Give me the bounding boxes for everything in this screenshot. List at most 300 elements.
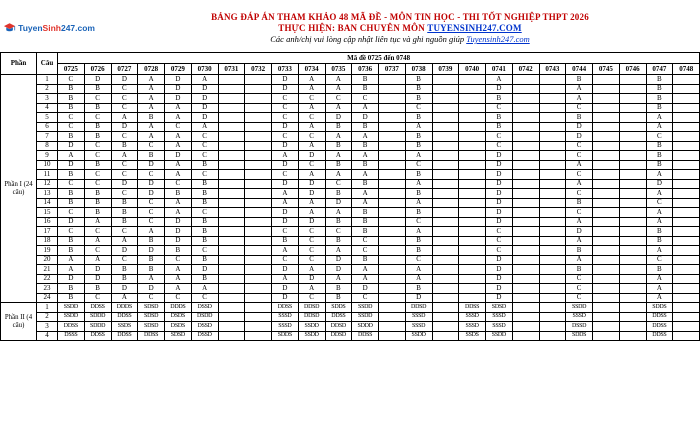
answer-cell: D [165, 75, 192, 85]
answer-cell [218, 312, 245, 322]
answer-cell: B [84, 208, 111, 218]
answer-cell: A [298, 265, 325, 275]
exam-code-header: 0748 [673, 64, 700, 75]
answer-cell [539, 75, 566, 85]
answer-cell: C [298, 113, 325, 123]
answer-cell [512, 303, 539, 313]
answer-cell: C [138, 293, 165, 303]
answer-cell [245, 179, 272, 189]
answer-cell [459, 103, 486, 113]
answer-cell: B [352, 160, 379, 170]
answer-cell [539, 208, 566, 218]
answer-cell: C [646, 255, 673, 265]
answer-cell: A [646, 284, 673, 294]
answer-cell [218, 331, 245, 341]
answer-cell [593, 84, 620, 94]
answer-cell: SSSD [459, 312, 486, 322]
answer-cell: A [646, 246, 673, 256]
answer-cell: DDDS [165, 303, 192, 313]
answer-cell: B [352, 84, 379, 94]
answer-cell [512, 132, 539, 142]
answer-cell: C [646, 198, 673, 208]
source-link[interactable]: Tuyensinh247.com [466, 34, 530, 44]
table-row [1, 312, 700, 322]
answer-cell: C [111, 160, 138, 170]
answer-cell [593, 236, 620, 246]
answer-cell [218, 255, 245, 265]
answer-cell: A [566, 217, 593, 227]
answer-cell [619, 132, 646, 142]
answer-cell: A [646, 293, 673, 303]
answer-cell: DSDD [191, 312, 218, 322]
answer-cell [512, 141, 539, 151]
answer-cell: C [405, 255, 432, 265]
answer-cell [432, 322, 459, 332]
answer-cell: A [352, 170, 379, 180]
answer-cell [432, 189, 459, 199]
answer-cell: A [84, 255, 111, 265]
answer-cell: D [272, 141, 299, 151]
question-number: 23 [37, 284, 58, 294]
answer-cell [619, 84, 646, 94]
answer-cell: C [138, 198, 165, 208]
answer-cell: B [405, 113, 432, 123]
answer-cell [539, 103, 566, 113]
answer-cell: D [486, 198, 513, 208]
answer-cell: A [111, 293, 138, 303]
site-logo [3, 20, 95, 36]
answer-cell: D [298, 151, 325, 161]
answer-cell: C [191, 208, 218, 218]
answer-cell: D [486, 179, 513, 189]
answer-cell [379, 312, 406, 322]
answer-cell: B [111, 217, 138, 227]
answer-cell: D [58, 141, 85, 151]
answer-cell [432, 84, 459, 94]
answer-cell [619, 246, 646, 256]
answer-cell [379, 170, 406, 180]
question-number: 12 [37, 179, 58, 189]
answer-cell: A [138, 274, 165, 284]
answer-cell [379, 217, 406, 227]
table-row [1, 160, 700, 170]
answer-cell [593, 189, 620, 199]
answer-cell [673, 322, 700, 332]
answer-cell: A [138, 94, 165, 104]
answer-cell: B [138, 151, 165, 161]
answer-cell [379, 141, 406, 151]
answer-cell [593, 132, 620, 142]
answer-cell: DDSS [325, 312, 352, 322]
answer-cell [459, 141, 486, 151]
answer-cell [459, 227, 486, 237]
answer-cell: A [191, 284, 218, 294]
answer-cell: D [272, 160, 299, 170]
answer-cell: C [486, 236, 513, 246]
answer-cell: SSDD [298, 322, 325, 332]
answer-cell: C [272, 103, 299, 113]
answer-cell [218, 274, 245, 284]
answer-cell [673, 293, 700, 303]
answer-cell [218, 265, 245, 275]
answer-cell [593, 322, 620, 332]
answer-cell [673, 170, 700, 180]
table-row [1, 103, 700, 113]
answer-cell: A [298, 122, 325, 132]
answer-cell: B [646, 103, 673, 113]
answer-cell: B [191, 255, 218, 265]
table-row [1, 265, 700, 275]
exam-code-header: 0744 [566, 64, 593, 75]
answer-cell: DSSS [58, 331, 85, 341]
answer-cell: C [566, 293, 593, 303]
answer-cell: A [352, 198, 379, 208]
answer-cell: D [486, 293, 513, 303]
answer-cell: B [58, 236, 85, 246]
answer-cell [539, 122, 566, 132]
answer-cell: D [325, 255, 352, 265]
answer-cell: A [111, 113, 138, 123]
answer-cell: A [405, 198, 432, 208]
table-row [1, 94, 700, 104]
answer-cell [459, 274, 486, 284]
exam-code-header: 0728 [138, 64, 165, 75]
answer-cell: C [566, 141, 593, 151]
answer-cell [218, 293, 245, 303]
answer-cell [619, 303, 646, 313]
table-row [1, 198, 700, 208]
answer-cell: B [138, 113, 165, 123]
answer-cell [432, 132, 459, 142]
answer-cell: A [352, 189, 379, 199]
answer-cell: C [191, 293, 218, 303]
answer-cell: D [486, 208, 513, 218]
answer-cell: B [405, 84, 432, 94]
answer-cell: D [165, 236, 192, 246]
answer-cell: A [352, 274, 379, 284]
answer-cell [432, 208, 459, 218]
answer-cell: SSSD [486, 312, 513, 322]
answer-cell: C [191, 170, 218, 180]
answer-cell: C [272, 132, 299, 142]
answer-cell [218, 189, 245, 199]
question-number: 4 [37, 331, 58, 341]
answer-cell [619, 255, 646, 265]
answer-cell [379, 303, 406, 313]
answer-cell [379, 94, 406, 104]
answer-cell [245, 103, 272, 113]
answer-cell: B [111, 198, 138, 208]
answer-cell [673, 284, 700, 294]
answer-cell: A [111, 151, 138, 161]
answer-cell [245, 322, 272, 332]
answer-cell: B [352, 179, 379, 189]
answer-cell [539, 303, 566, 313]
exam-code-header: 0736 [352, 64, 379, 75]
question-number: 11 [37, 170, 58, 180]
answer-cell: SDDD [84, 322, 111, 332]
answer-cell [245, 151, 272, 161]
answer-cell: C [191, 151, 218, 161]
question-number: 6 [37, 122, 58, 132]
answer-cell [673, 246, 700, 256]
answer-cell [539, 141, 566, 151]
answer-cell: D [58, 160, 85, 170]
answer-cell [512, 284, 539, 294]
answer-cell [245, 274, 272, 284]
answer-cell [512, 170, 539, 180]
answer-cell: D [566, 227, 593, 237]
answer-cell [432, 227, 459, 237]
answer-cell: DSSD [191, 322, 218, 332]
answer-cell [432, 217, 459, 227]
answer-cell [539, 113, 566, 123]
answer-cell: DDSS [272, 303, 299, 313]
answer-cell [379, 331, 406, 341]
answer-cell [619, 274, 646, 284]
answer-cell [619, 151, 646, 161]
answer-cell [539, 312, 566, 322]
answer-cell: DDSS [646, 312, 673, 322]
answer-cell [539, 293, 566, 303]
part-label: Phần II (4 câu) [1, 303, 37, 341]
answer-cell [619, 217, 646, 227]
answer-cell [432, 284, 459, 294]
answer-cell: D [272, 284, 299, 294]
answer-cell: B [165, 189, 192, 199]
answer-cell: B [111, 141, 138, 151]
answer-cell: C [58, 113, 85, 123]
answer-cell: A [405, 151, 432, 161]
answer-cell [459, 255, 486, 265]
answer-cell: A [405, 265, 432, 275]
answer-cell [379, 274, 406, 284]
answer-cell: D [138, 189, 165, 199]
answer-cell [459, 293, 486, 303]
answer-cell [593, 170, 620, 180]
answer-cell: C [84, 293, 111, 303]
answer-cell: C [138, 170, 165, 180]
answer-cell: C [405, 217, 432, 227]
answer-cell: SSSD [272, 312, 299, 322]
question-number: 22 [37, 274, 58, 284]
answer-cell [512, 122, 539, 132]
answer-cell: A [325, 246, 352, 256]
answer-cell: A [325, 75, 352, 85]
answer-cell [432, 255, 459, 265]
answer-cell: B [58, 284, 85, 294]
answer-cell [432, 246, 459, 256]
exam-code-header: 0739 [432, 64, 459, 75]
answer-cell: A [646, 208, 673, 218]
cau-header: Câu [37, 53, 58, 75]
answer-cell: C [84, 246, 111, 256]
answer-cell: A [405, 227, 432, 237]
answer-cell: B [405, 132, 432, 142]
answer-cell [673, 265, 700, 275]
answer-cell: D [272, 217, 299, 227]
answer-cell [539, 94, 566, 104]
answer-cell [459, 75, 486, 85]
answer-cell: D [486, 255, 513, 265]
answer-cell: DSDS [165, 322, 192, 332]
answer-cell: SSDD [566, 303, 593, 313]
answer-cell: D [272, 265, 299, 275]
answer-cell: C [84, 141, 111, 151]
question-number: 3 [37, 94, 58, 104]
answer-cell [512, 265, 539, 275]
answer-cell: B [138, 236, 165, 246]
answer-cell: B [58, 94, 85, 104]
logo-text: TuyenSinh247.com [18, 23, 95, 33]
answer-cell: A [298, 75, 325, 85]
table-row [1, 217, 700, 227]
answer-cell: B [58, 132, 85, 142]
answer-cell: DDSS [111, 312, 138, 322]
answer-cell [379, 151, 406, 161]
answer-cell: B [111, 274, 138, 284]
answer-cell [459, 284, 486, 294]
answer-cell: D [84, 75, 111, 85]
answer-cell: C [566, 151, 593, 161]
answer-cell: A [646, 189, 673, 199]
answer-cell: B [646, 160, 673, 170]
answer-cell [673, 94, 700, 104]
answer-cell [459, 151, 486, 161]
answer-cell [432, 122, 459, 132]
answer-cell: A [191, 75, 218, 85]
answer-cell [673, 84, 700, 94]
question-number: 20 [37, 255, 58, 265]
answer-cell: B [138, 265, 165, 275]
answer-cell: SDDS [566, 331, 593, 341]
answer-cell [619, 284, 646, 294]
answer-cell: A [352, 132, 379, 142]
answer-cell: D [111, 246, 138, 256]
answer-cell: B [58, 170, 85, 180]
answer-cell [512, 94, 539, 104]
question-number: 13 [37, 189, 58, 199]
answer-cell: B [84, 84, 111, 94]
answer-cell: A [58, 255, 85, 265]
question-number: 2 [37, 312, 58, 322]
answer-cell [593, 265, 620, 275]
answer-cell: D [84, 265, 111, 275]
answer-cell: SDSD [138, 322, 165, 332]
answer-cell [619, 103, 646, 113]
answer-cell [459, 179, 486, 189]
answer-cell: C [298, 293, 325, 303]
answer-cell [379, 246, 406, 256]
answer-cell: A [138, 122, 165, 132]
answer-cell: B [486, 122, 513, 132]
answer-cell [593, 160, 620, 170]
answer-cell: D [165, 94, 192, 104]
answer-cell [593, 255, 620, 265]
answer-cell: B [486, 113, 513, 123]
answer-cell: D [272, 293, 299, 303]
answer-cell [539, 246, 566, 256]
answer-cell [379, 284, 406, 294]
answer-cell: B [352, 208, 379, 218]
answer-cell: B [272, 236, 299, 246]
answer-cell [245, 227, 272, 237]
answer-cell: A [138, 103, 165, 113]
answer-cell: A [165, 132, 192, 142]
answer-cell [218, 179, 245, 189]
answer-cell: B [405, 284, 432, 294]
exam-code-header: 0738 [405, 64, 432, 75]
answer-cell: D [486, 265, 513, 275]
answer-cell: A [646, 170, 673, 180]
table-row [1, 151, 700, 161]
answer-cell [539, 227, 566, 237]
table-row [1, 246, 700, 256]
answer-cell: A [272, 198, 299, 208]
answer-cell [218, 103, 245, 113]
answer-cell [379, 255, 406, 265]
answer-cell: B [191, 274, 218, 284]
answer-cell [619, 227, 646, 237]
answer-cell: B [191, 160, 218, 170]
answer-cell [593, 312, 620, 322]
question-number: 19 [37, 246, 58, 256]
answer-cell: B [646, 265, 673, 275]
answer-cell: SDDS [646, 303, 673, 313]
answer-cell: A [646, 217, 673, 227]
answer-cell: A [298, 170, 325, 180]
source-note: Các anh/chị vui lòng cập nhật liên tục và ghi nguồn giúp Tuyensinh247.com [270, 34, 530, 44]
answer-cell: D [325, 113, 352, 123]
answer-cell [218, 170, 245, 180]
answer-cell [593, 274, 620, 284]
answer-cell: DDSS [646, 322, 673, 332]
answer-cell [459, 246, 486, 256]
answer-cell [379, 103, 406, 113]
answer-cell [673, 189, 700, 199]
answer-cell [379, 227, 406, 237]
answer-cell: DDSS [459, 303, 486, 313]
answer-cell [379, 265, 406, 275]
answer-cell [593, 227, 620, 237]
answer-cell: C [298, 255, 325, 265]
answer-cell: SSDD [58, 303, 85, 313]
answer-cell [512, 322, 539, 332]
exam-code-header: 0726 [84, 64, 111, 75]
answer-cell: D [111, 122, 138, 132]
answer-cell: B [84, 189, 111, 199]
answer-cell: D [111, 179, 138, 189]
page-title: BẢNG ĐÁP ÁN THAM KHẢO 48 MÃ ĐỀ - MÔN TIN HỌC - THI TỐT NGHIỆP THPT 2026 [211, 12, 589, 22]
answer-cell: C [325, 179, 352, 189]
answer-cell [459, 208, 486, 218]
answer-cell [459, 84, 486, 94]
answer-cell: DDDS [111, 303, 138, 313]
answer-cell [593, 198, 620, 208]
author-link[interactable]: TUYENSINH247.COM [427, 23, 522, 33]
answer-cell [673, 151, 700, 161]
answer-cell [619, 113, 646, 123]
answer-cell: A [325, 151, 352, 161]
answer-cell: B [191, 236, 218, 246]
answer-cell [512, 236, 539, 246]
answer-cell: SSSD [486, 322, 513, 332]
exam-code-header: 0729 [165, 64, 192, 75]
answer-cell: D [486, 151, 513, 161]
answer-cell [218, 227, 245, 237]
answer-cell: DDSD [405, 303, 432, 313]
answer-cell [245, 236, 272, 246]
